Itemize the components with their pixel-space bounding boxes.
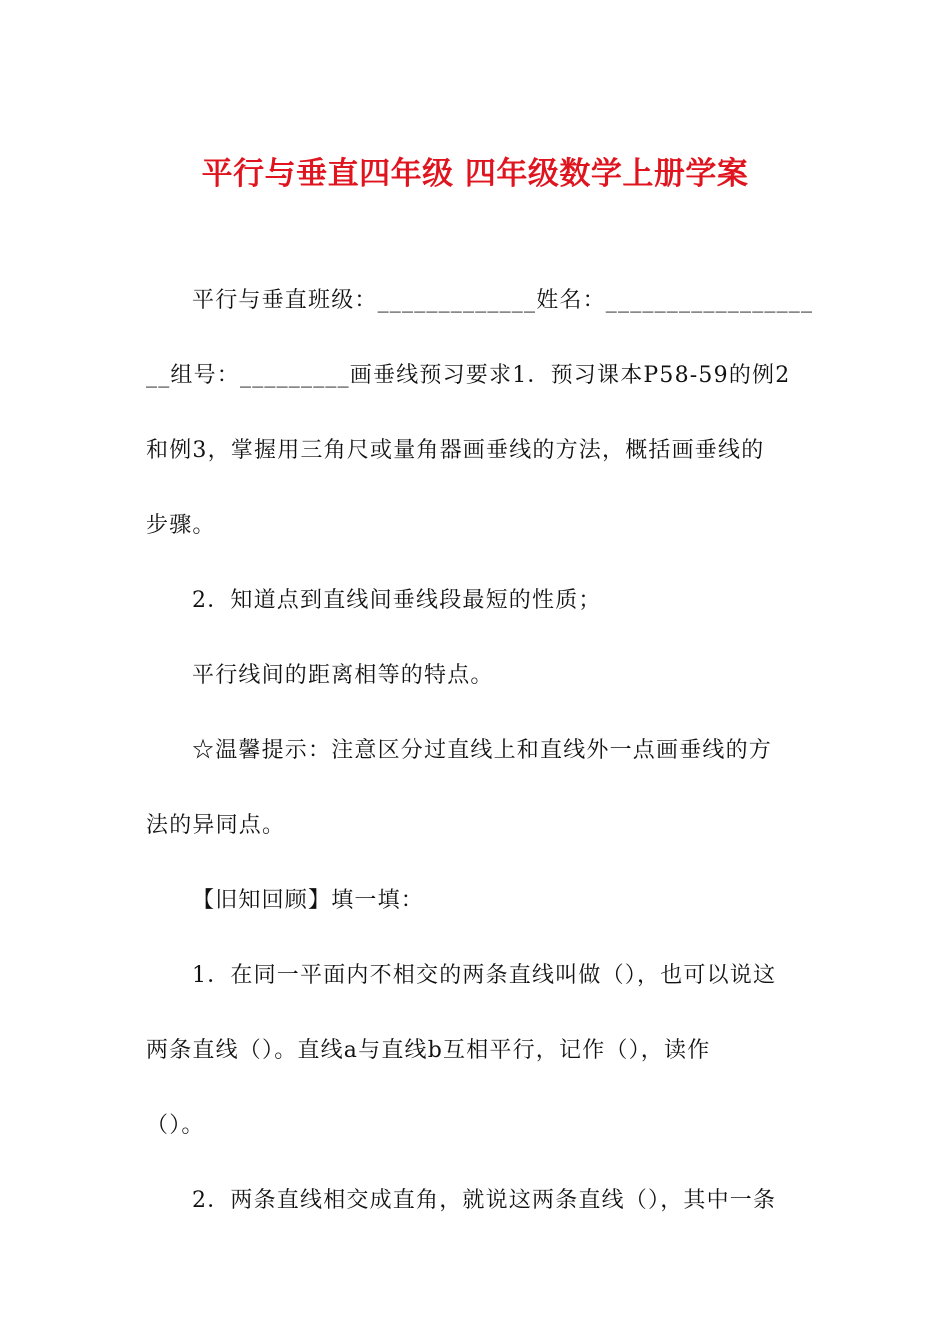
paragraph-line: ☆温馨提示：注意区分过直线上和直线外一点画垂线的方 xyxy=(192,738,773,763)
paragraph-line: 2．知道点到直线间垂线段最短的性质； xyxy=(192,588,602,613)
paragraph-line: 平行与垂直班级：_____________姓名：_________________ xyxy=(192,288,814,313)
paragraph-line: 【旧知回顾】填一填： xyxy=(192,888,425,913)
paragraph-line: 2．两条直线相交成直角，就说这两条直线（），其中一条 xyxy=(192,1188,777,1213)
paragraph-line: 平行线间的距离相等的特点。 xyxy=(192,663,494,688)
paragraph-line: 1．在同一平面内不相交的两条直线叫做（），也可以说这 xyxy=(192,963,777,988)
paragraph-line: __组号：_________画垂线预习要求1．预习课本P58-59的例2 xyxy=(146,363,791,388)
paragraph-line: 步骤。 xyxy=(146,513,216,538)
paragraph-line: 两条直线（）。直线a与直线b互相平行，记作（），读作 xyxy=(146,1038,711,1063)
document-title: 平行与垂直四年级 四年级数学上册学案 xyxy=(201,156,749,192)
paragraph-line: （）。 xyxy=(146,1113,205,1138)
paragraph-line: 法的异同点。 xyxy=(146,813,286,838)
paragraph-line: 和例3，掌握用三角尺或量角器画垂线的方法，概括画垂线的 xyxy=(146,438,765,463)
